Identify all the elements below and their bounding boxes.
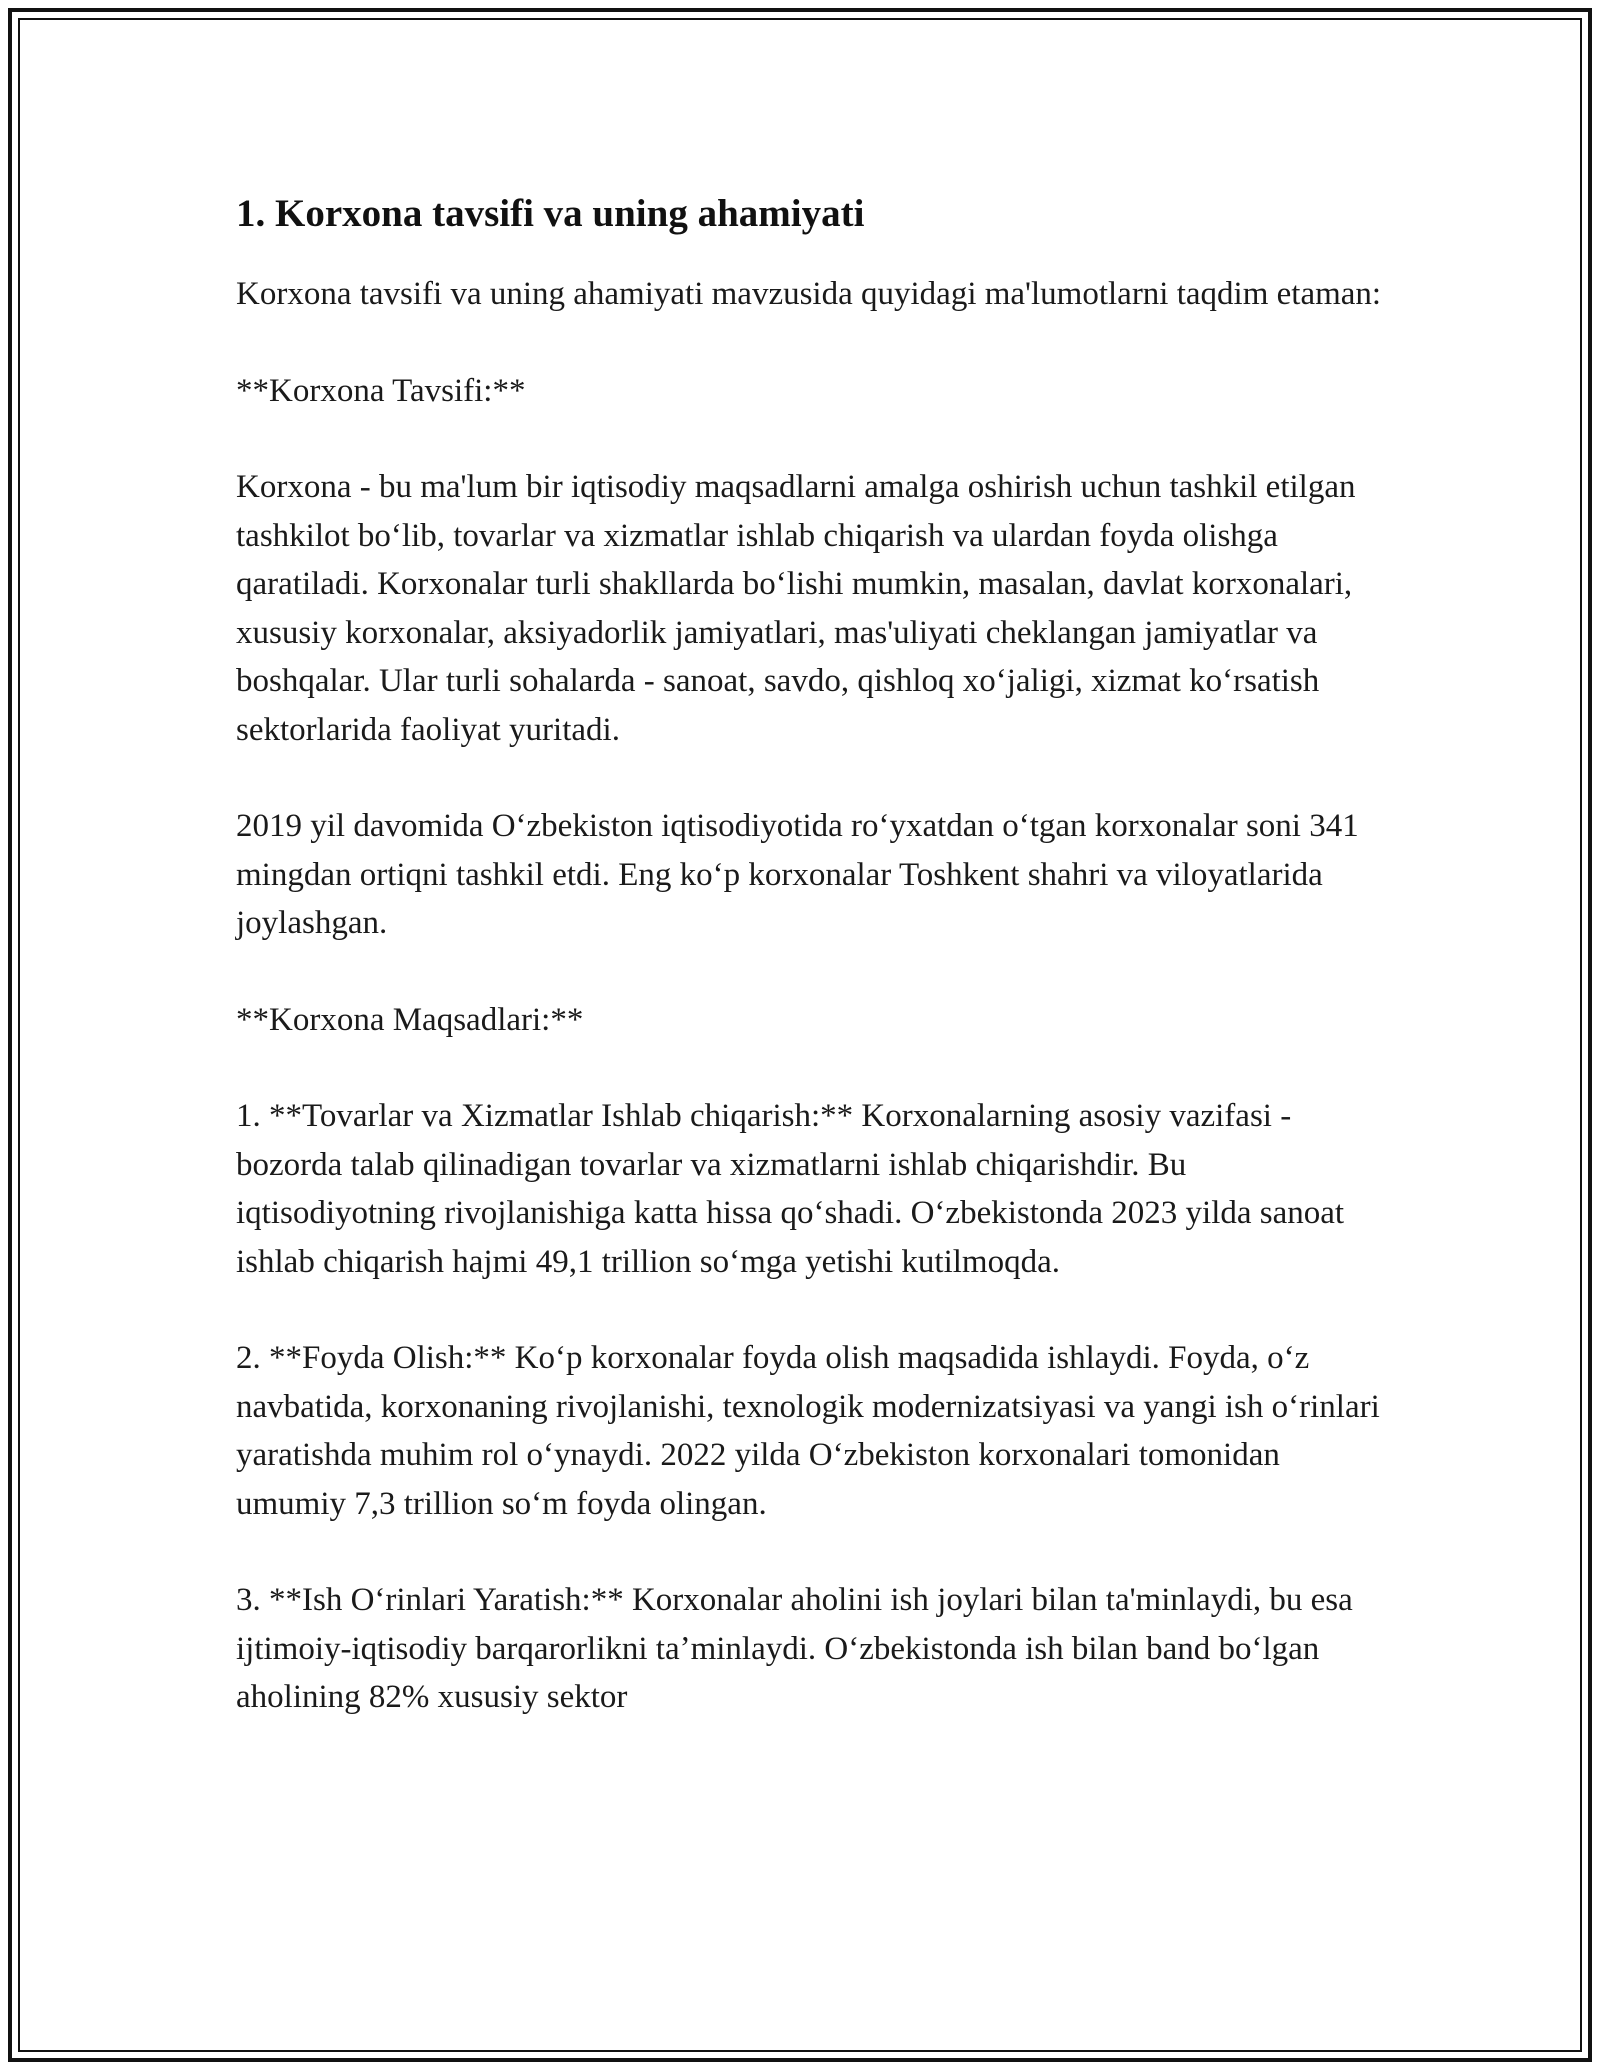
intro-paragraph: Korxona tavsifi va uning ahamiyati mavzusida quyidagi ma'lumotlarni taqdim etaman: bbox=[236, 276, 1382, 312]
document-title: 1. Korxona tavsifi va uning ahamiyati bbox=[236, 192, 865, 235]
goal-item-1: 1. **Tovarlar va Xizmatlar Ishlab chiqarish:** Korxonalarning asosiy vazifasi - bozorda talab qilinadigan tovarlar va xizmatlarni ishlab chiqarishdir. Bu iqtisodiyotning rivojlanishiga katta hissa qoʻshadi. Oʻzbekistonda 2023 yilda sanoat ishlab chiqarish hajmi 49,1 trillion soʻmga yetishi kutilmoqda. bbox=[236, 1098, 1345, 1280]
section-heading-maqsadlari: **Korxona Maqsadlari:** bbox=[236, 1001, 584, 1038]
goal-item-3: 3. **Ish Oʻrinlari Yaratish:** Korxonalar aholini ish joylari bilan ta'minlaydi, bu esa ijtimoiy-iqtisodiy barqarorlikni taʼminlaydi. Oʻzbekistonda ish bilan band boʻlgan aholining 82% xususiy sektor bbox=[236, 1582, 1353, 1715]
document-body bbox=[236, 188, 1386, 1770]
statistics-paragraph: 2019 yil davomida Oʻzbekiston iqtisodiyotida roʻyxatdan oʻtgan korxonalar soni 341 mingdan ortiqni tashkil etdi. Eng koʻp korxonalar Toshkent shahri va viloyatlarida joylashgan. bbox=[236, 808, 1359, 941]
description-paragraph: Korxona - bu ma'lum bir iqtisodiy maqsadlarni amalga oshirish uchun tashkil etilgan tashkilot boʻlib, tovarlar va xizmatlar ishlab chiqarish va ulardan foyda olishga qaratiladi. Korxonalar turli shakllarda boʻlishi mumkin, masalan, davlat korxonalari, xususiy korxonalar, aksiyadorlik jamiyatlari, mas'uliyati cheklangan jamiyatlar va boshqalar. Ular turli sohalarda - sanoat, savdo, qishloq xoʻjaligi, xizmat koʻrsatish sektorlarida faoliyat yuritadi. bbox=[236, 469, 1356, 748]
section-heading-tavsifi: **Korxona Tavsifi:** bbox=[236, 372, 526, 409]
goal-item-2: 2. **Foyda Olish:** Koʻp korxonalar foyda olish maqsadida ishlaydi. Foyda, oʻz navbatida, korxonaning rivojlanishi, texnologik modernizatsiyasi va yangi ish oʻrinlari yaratishda muhim rol oʻynaydi. 2022 yilda Oʻzbekiston korxonalari tomonidan umumiy 7,3 trillion soʻm foyda olingan. bbox=[236, 1340, 1380, 1522]
